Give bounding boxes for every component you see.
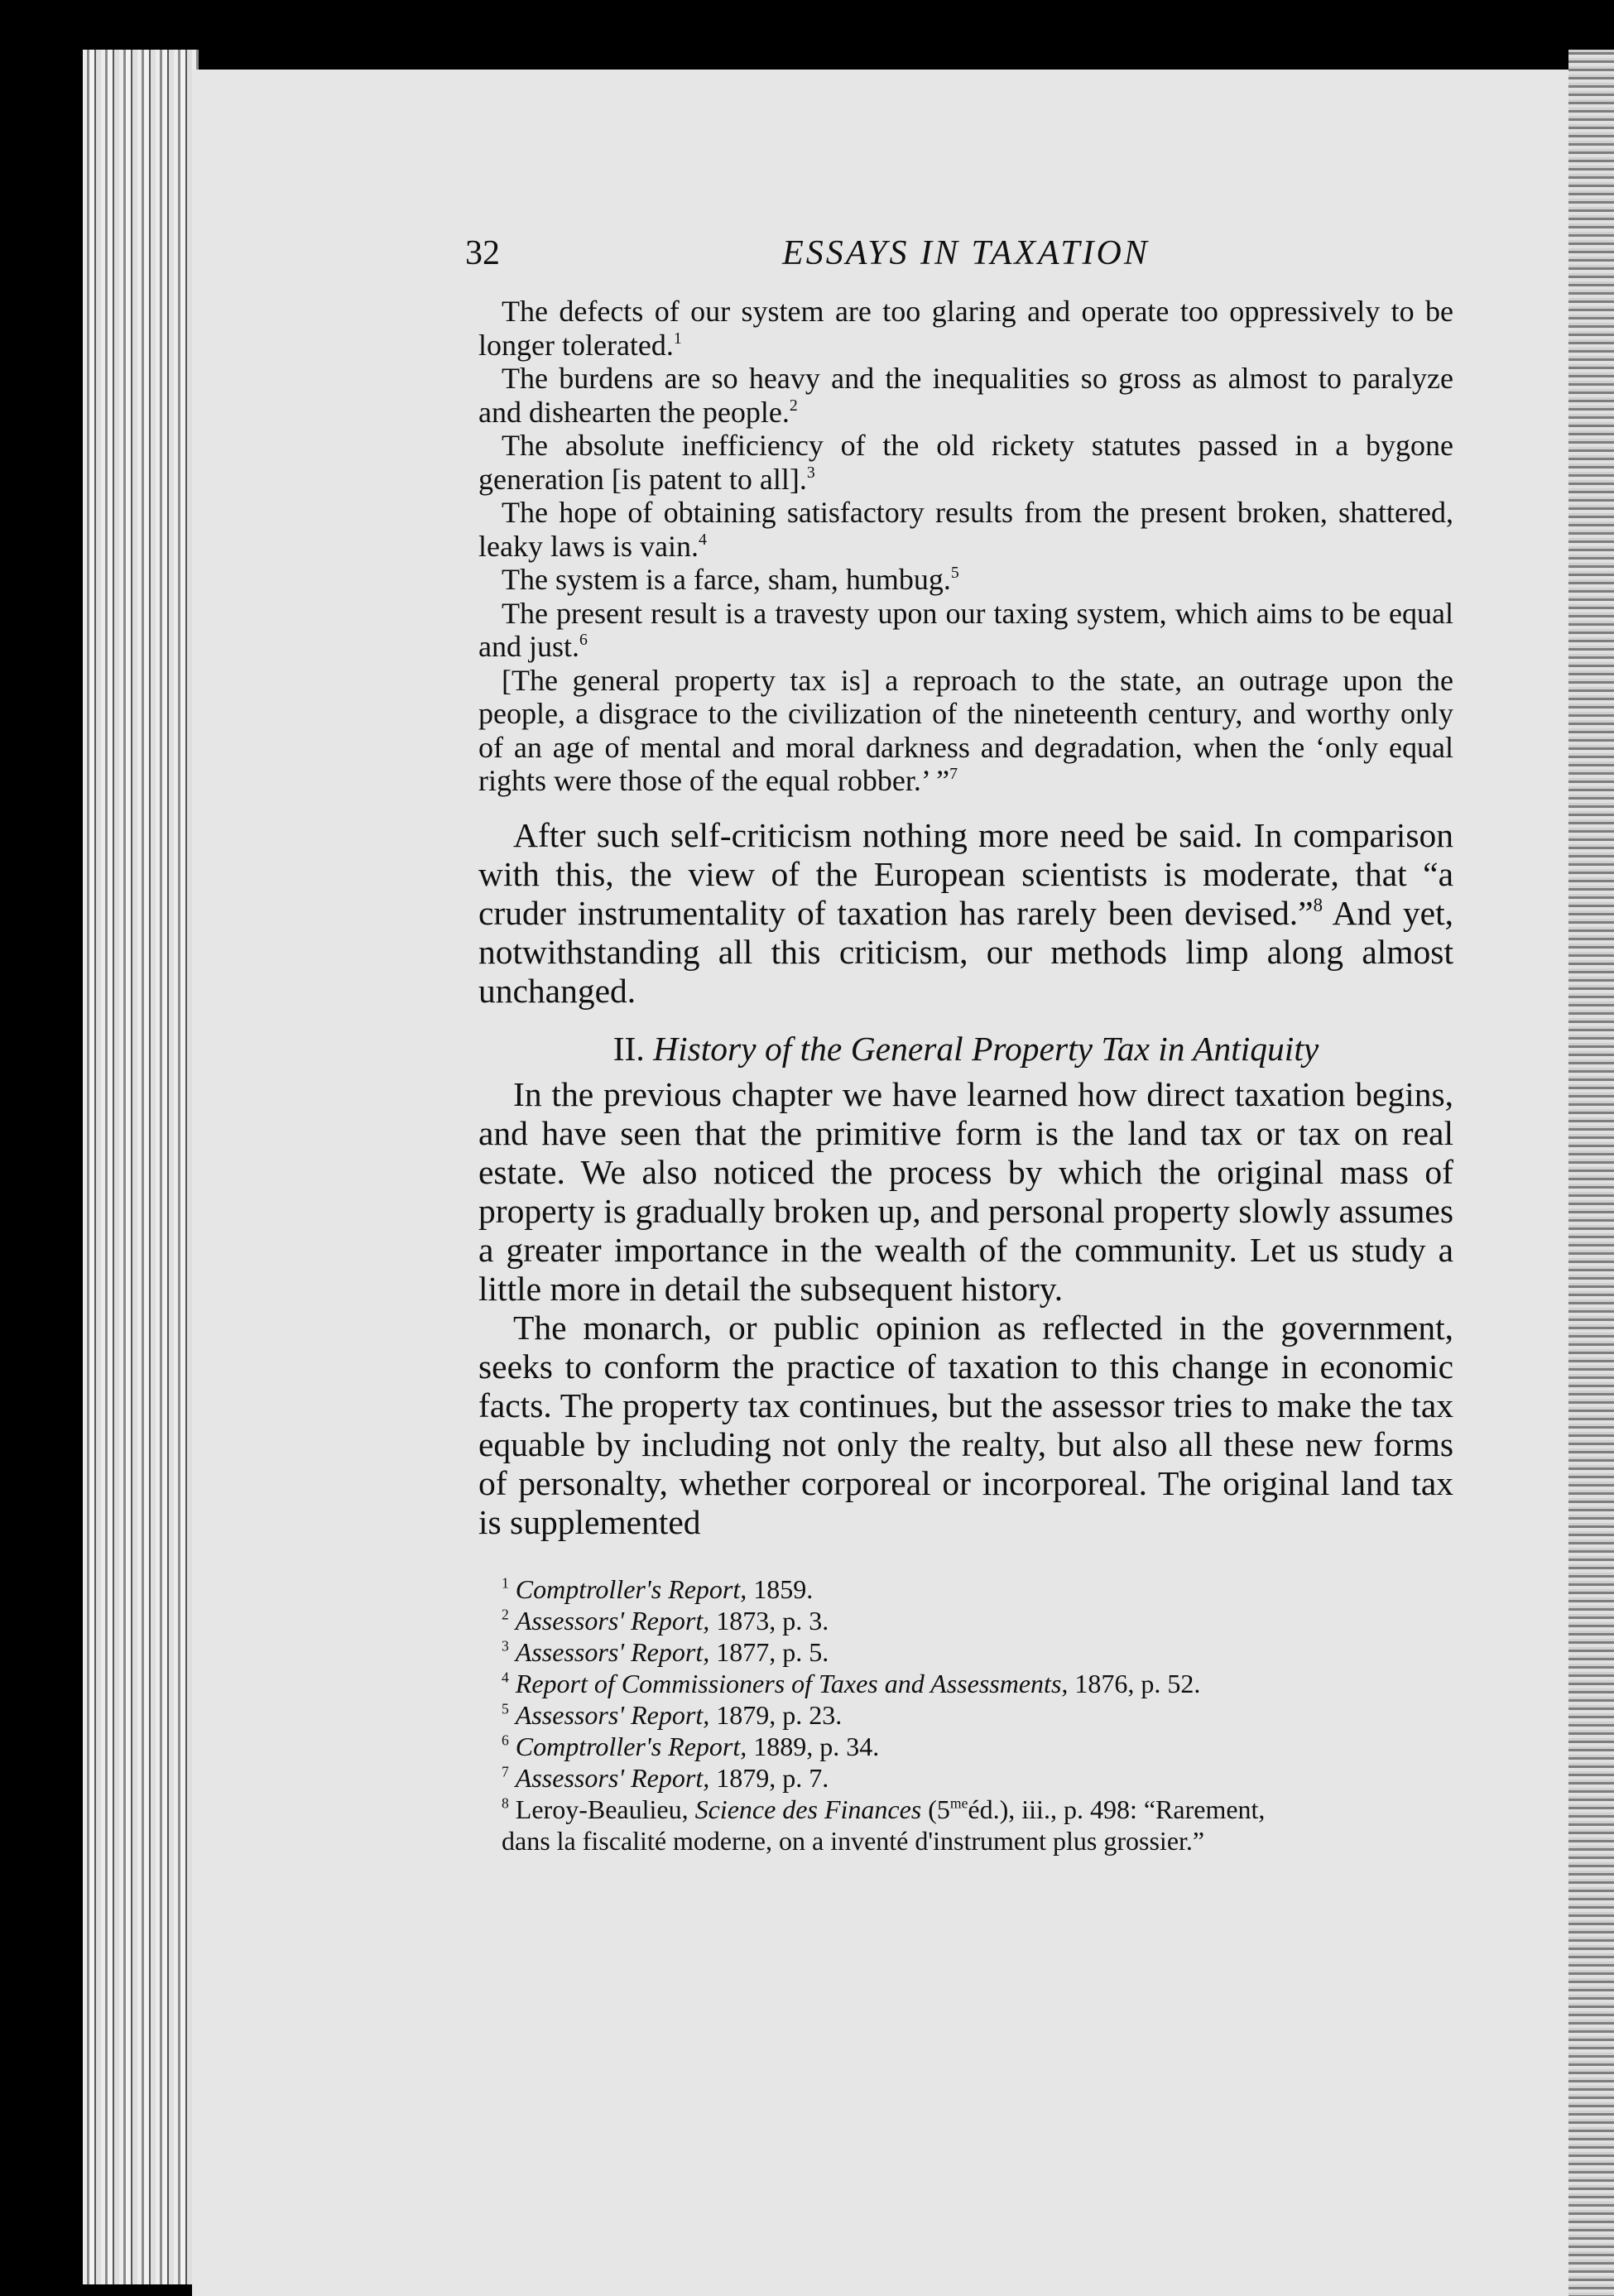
paragraph: After such self-criticism nothing more need be said. In comparison with this, the view of the European scientists is moderate, that “a cruder instrumentality of taxation has rarely been devised.”$^8$ And yet, notwithstanding all this criticism, our methods limp along almost unchanged. [478,815,1453,1010]
body-text [478,816,1453,1542]
footnote: $^6$ Comptroller's Report, 1889, p. 34. [502,1731,880,1761]
running-head [465,233,1453,283]
quote: [The general property tax is] a reproach to the state, an outrage upon the people, a disgrace to the civilization of the nineteenth century, and worthy only of an age of mental and moral darkness and degradation, when the ‘only equal rights were those of the equal robber.’ ”$^7$ [478,663,1453,797]
section-title: History of the General Property Tax in Antiquity [653,1029,1319,1068]
footnote: $^3$ Assessors' Report, 1877, p. 5. [502,1636,829,1667]
page-number: 32 [465,234,500,272]
page-edges-right [1568,50,1614,2296]
quote: The absolute inefficiency of the old rickety statutes passed in a bygone generation [is patent to all].$^3$ [478,429,1453,496]
quote: The system is a farce, sham, humbug.$^5$ [502,563,959,596]
paragraph: In the previous chapter we have learned how direct taxation begins, and have seen that the primitive form is the land tax or tax on real estate. We also noticed the process by which the original mass of property is gradually broken up, and personal property slowly assumes a greater importance in the wealth of the community. Let us study a little more in detail the subsequent history. [478,1074,1453,1308]
footnote: $^8$ Leroy-Beaulieu, Science des Finances $(5^{me}éd.)$, iii., p. 498: “Rarement, [502,1794,1266,1824]
footnote: $^7$ Assessors' Report, 1879, p. 7. [502,1762,829,1793]
running-title: ESSAYS IN TAXATION [782,234,1150,272]
page-content [465,233,1453,1856]
footnote: $^2$ Assessors' Report, 1873, p. 3. [502,1605,829,1636]
footnote: $^1$ Comptroller's Report, 1859. [502,1573,814,1604]
section-heading [478,1029,1453,1069]
paragraph: The monarch, or public opinion as reflected in the government, seeks to conform the practice of taxation to this change in economic facts. The property tax continues, but the assessor tries to make the tax equable by including not only the realty, but also all these new forms of personalty, whether corporeal or incorporeal. The original land tax is supplemented [478,1308,1453,1541]
section-number: II. [612,1029,645,1068]
footnote-continuation: dans la fiscalité moderne, on a inventé d'instrument plus grossier.” [502,1825,1205,1856]
footnotes [478,1573,1453,1856]
page-edges-left [83,50,199,2284]
quote: The burdens are so heavy and the inequalities so gross as almost to paralyze and dishearten the people.$^2$ [478,362,1453,429]
quote: The defects of our system are too glaring and operate too oppressively to be longer tolerated.$^1$ [478,295,1453,362]
footnote: $^4$ Report of Commissioners of Taxes and Assessments, 1876, p. 52. [502,1668,1201,1698]
quote: The hope of obtaining satisfactory results from the present broken, shattered, leaky laws is vain.$^4$ [478,496,1453,563]
footnote: $^5$ Assessors' Report, 1879, p. 23. [502,1699,843,1730]
quote: The present result is a travesty upon our taxing system, which aims to be equal and just.$^6$ [478,596,1453,663]
quoted-criticisms [478,295,1453,798]
